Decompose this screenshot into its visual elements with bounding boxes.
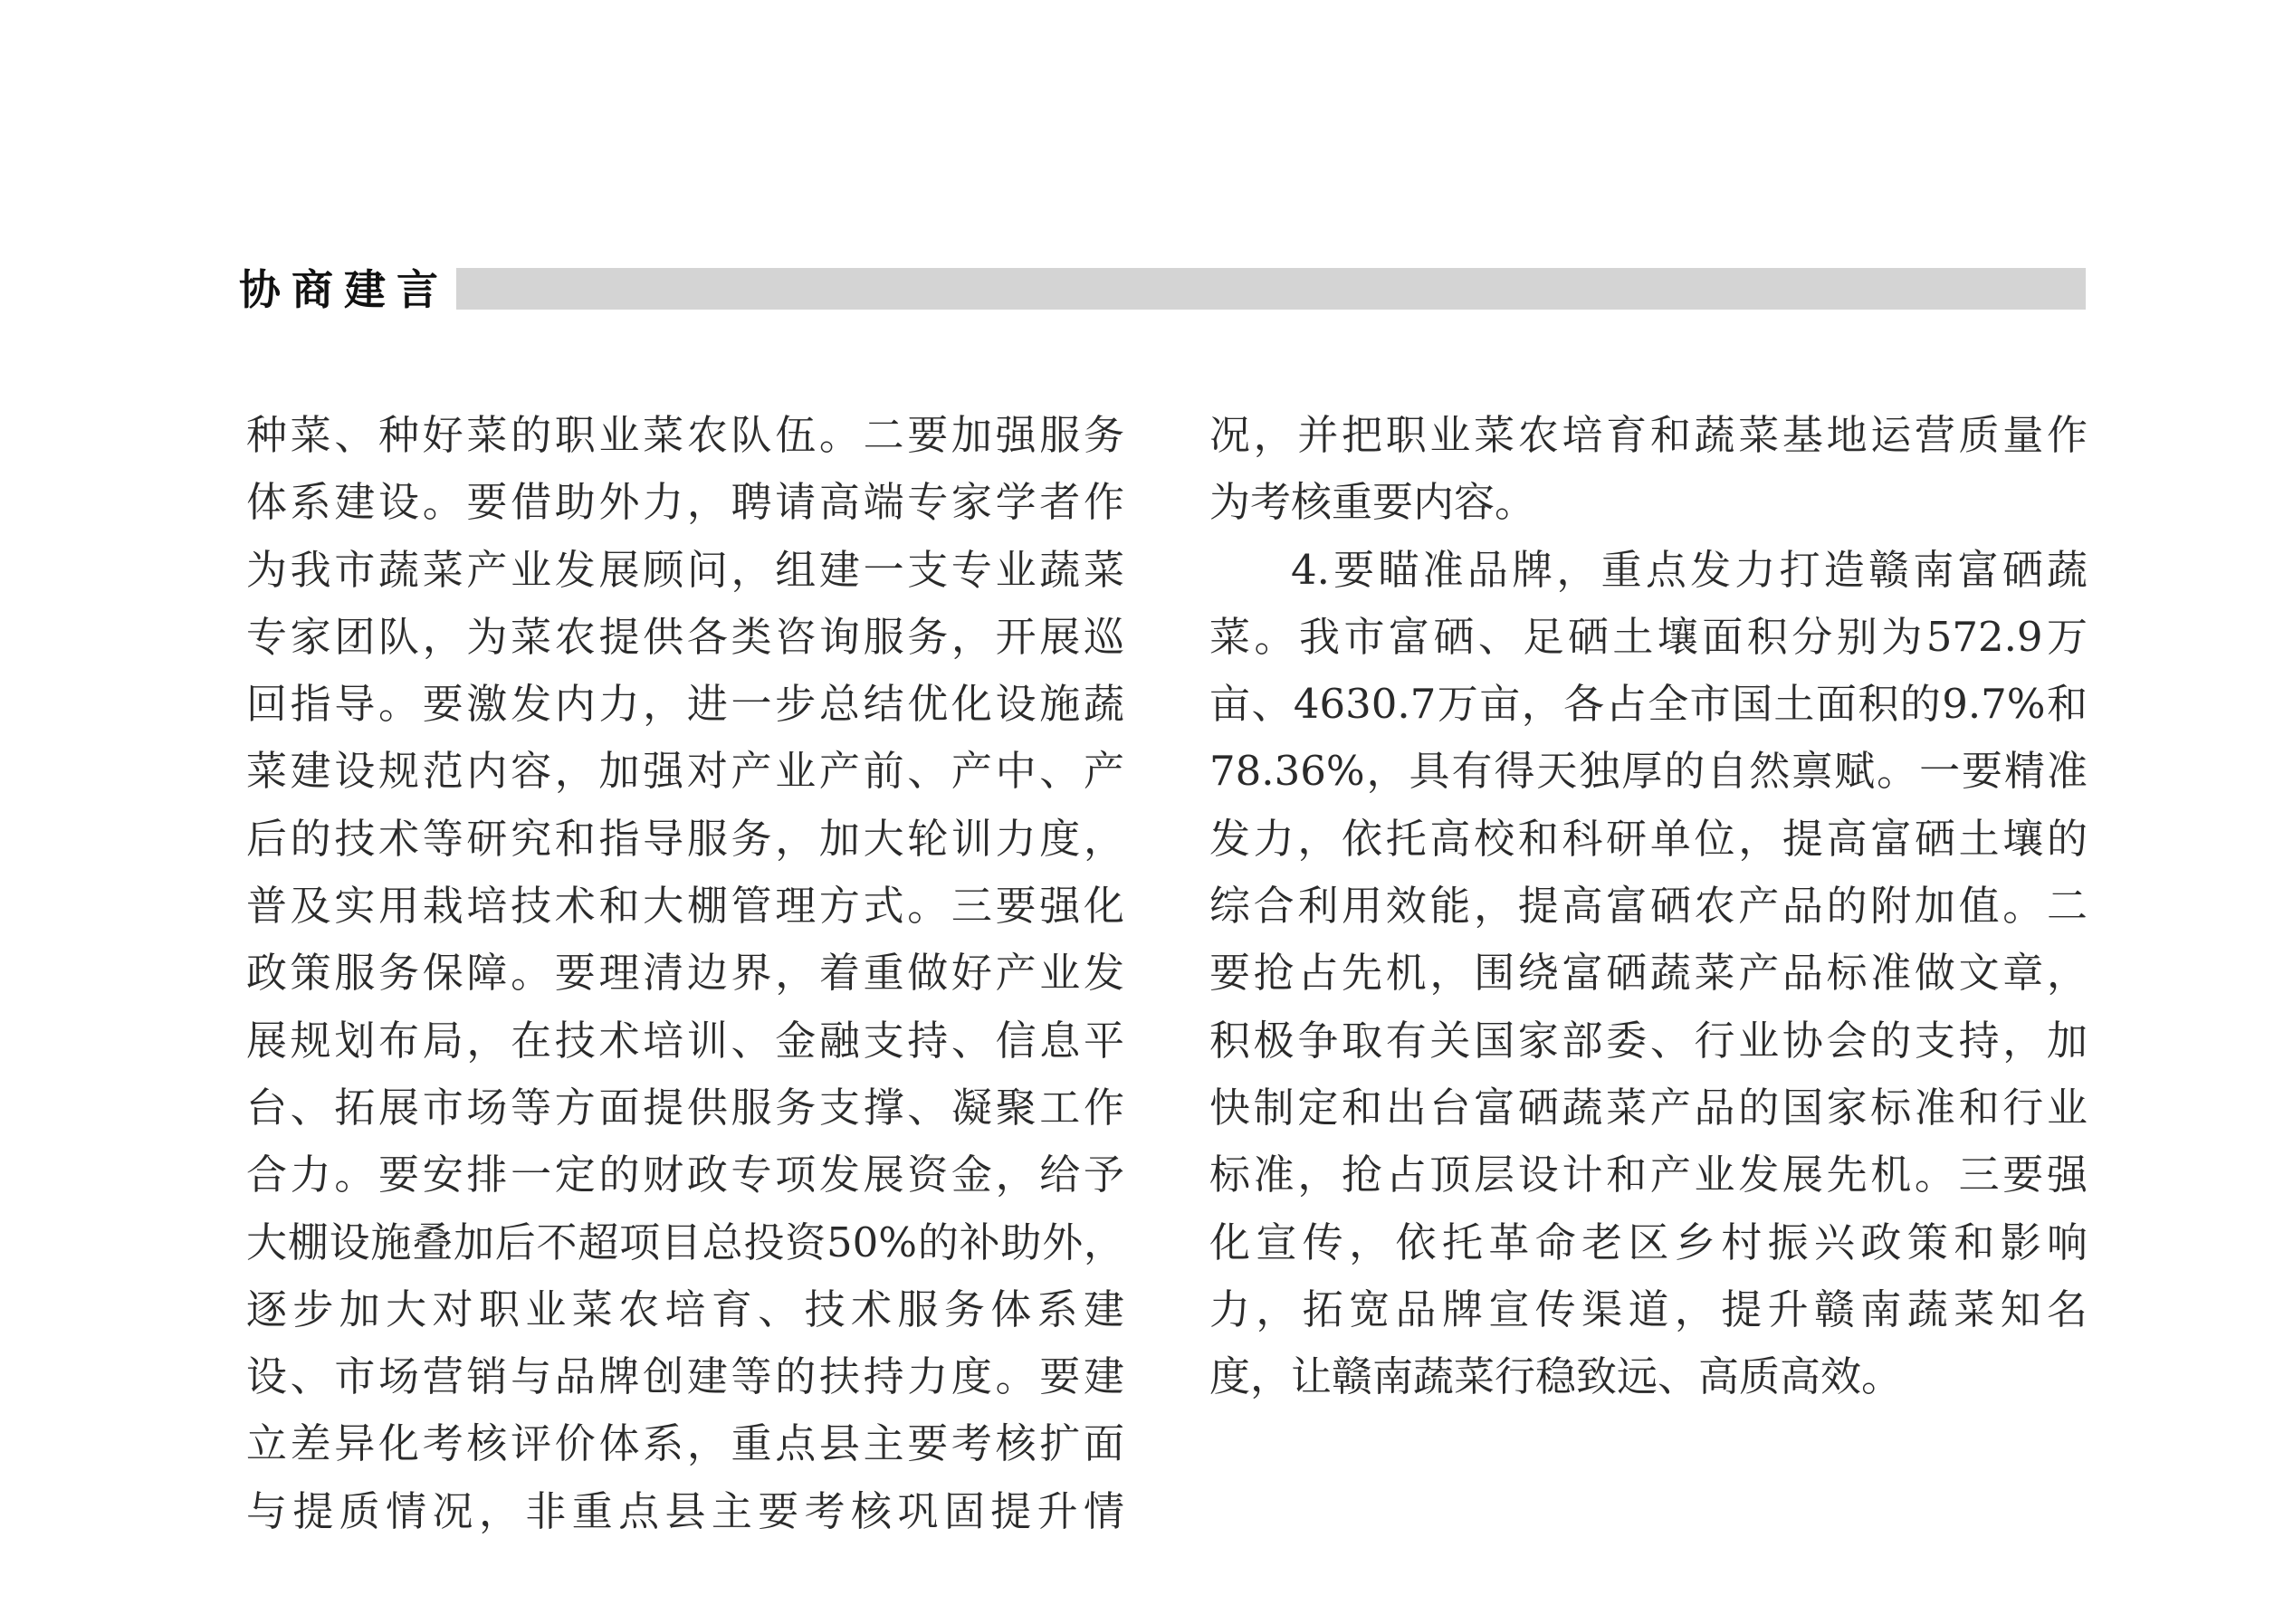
text-line: 立差异化考核评价体系，重点县主要考核扩面 — [246, 1419, 1124, 1468]
text-line: 综合利用效能，提高富硒农产品的附加值。二 — [1209, 882, 2088, 931]
section-title: 协商建言 — [239, 265, 449, 314]
text-line: 要抢占先机，围绕富硒蔬菜产品标准做文章， — [1209, 949, 2088, 998]
text-line: 合力。要安排一定的财政专项发展资金，给予 — [246, 1151, 1124, 1199]
text-line: 政策服务保障。要理清边界，着重做好产业发 — [246, 949, 1124, 998]
paragraph-end-line: 度，让赣南蔬菜行稳致远、高质高效。 — [1209, 1352, 1903, 1401]
text-line: 力，拓宽品牌宣传渠道，提升赣南蔬菜知名 — [1209, 1285, 2088, 1333]
left-text-column — [246, 402, 1124, 1545]
text-line: 化宣传，依托革命老区乡村振兴政策和影响 — [1209, 1218, 2088, 1266]
text-line: 78.36%，具有得天独厚的自然禀赋。一要精准 — [1209, 747, 2088, 796]
text-line: 专家团队，为菜农提供各类咨询服务，开展巡 — [246, 612, 1124, 661]
text-line: 逐步加大对职业菜农培育、技术服务体系建 — [246, 1285, 1124, 1333]
text-line: 普及实用栽培技术和大棚管理方式。三要强化 — [246, 882, 1124, 931]
section-header — [239, 264, 2086, 315]
text-line: 标准，抢占顶层设计和产业发展先机。三要强 — [1209, 1151, 2088, 1199]
text-line: 展规划布局，在技术培训、金融支持、信息平 — [246, 1016, 1124, 1065]
text-line: 为我市蔬菜产业发展顾问，组建一支专业蔬菜 — [246, 545, 1124, 594]
text-line: 菜建设规范内容，加强对产业产前、产中、产 — [246, 747, 1124, 796]
paragraph-end-line: 为考核重要内容。 — [1209, 478, 1536, 527]
text-line: 积极争取有关国家部委、行业协会的支持，加 — [1209, 1016, 2088, 1065]
text-line: 发力，依托高校和科研单位，提高富硒土壤的 — [1209, 814, 2088, 863]
text-line: 亩、4630.7万亩，各占全市国土面积的9.7%和 — [1209, 680, 2088, 729]
text-line: 回指导。要激发内力，进一步总结优化设施蔬 — [246, 680, 1124, 729]
text-line: 况，并把职业菜农培育和蔬菜基地运营质量作 — [1209, 411, 2088, 459]
text-line: 快制定和出台富硒蔬菜产品的国家标准和行业 — [1209, 1083, 2088, 1132]
text-line: 种菜、种好菜的职业菜农队伍。二要加强服务 — [246, 411, 1124, 459]
text-line: 与提质情况，非重点县主要考核巩固提升情 — [246, 1486, 1124, 1535]
text-line: 体系建设。要借助外力，聘请高端专家学者作 — [246, 478, 1124, 527]
heading-line: 4.要瞄准品牌，重点发力打造赣南富硒蔬 — [1291, 545, 2088, 594]
section-header-bar — [456, 268, 2086, 310]
text-line: 大棚设施叠加后不超项目总投资50%的补助外， — [246, 1218, 1124, 1266]
text-line: 台、拓展市场等方面提供服务支撑、凝聚工作 — [246, 1083, 1124, 1132]
text-line: 菜。我市富硒、足硒土壤面积分别为572.9万 — [1209, 612, 2088, 661]
text-line: 后的技术等研究和指导服务，加大轮训力度， — [246, 814, 1124, 863]
text-line: 设、市场营销与品牌创建等的扶持力度。要建 — [246, 1352, 1124, 1401]
right-text-column — [1209, 402, 2088, 1410]
